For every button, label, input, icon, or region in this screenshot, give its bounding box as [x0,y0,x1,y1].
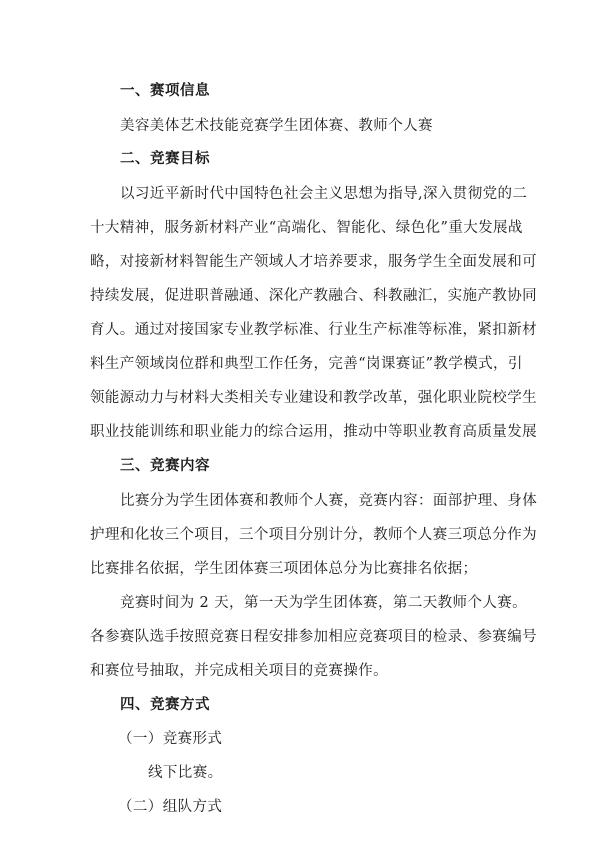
paragraph-line: 职业技能训练和职业能力的综合运用，推动中等职业教育高质量发展 [90,424,537,440]
section-heading-1: 一、赛项信息 [120,83,210,99]
section-heading-2: 二、竞赛目标 [120,151,210,167]
paragraph-line: 和赛位号抽取，并完成相关项目的竞赛操作。 [90,663,388,679]
paragraph-line: 以习近平新时代中国特色社会主义思想为指导,深入贯彻党的二 [120,186,528,202]
event-info-text: 美容美体艺术技能竞赛学生团体赛、教师个人赛 [120,118,433,134]
paragraph-line: 各参赛队选手按照竞赛日程安排参加相应竞赛项目的检录、参赛编号 [90,629,537,645]
paragraph-line: 比赛分为学生团体赛和教师个人赛，竞赛内容：面部护理、身体 [120,493,538,509]
paragraph-line: 比赛排名依据，学生团体赛三项团体总分为比赛排名依据； [90,561,478,577]
paragraph-line: 育人。通过对接国家专业教学标准、行业生产标准等标准，紧扣新材 [90,322,537,338]
paragraph-line: 略，对接新材料智能生产领域人才培养要求，服务学生全面发展和可 [90,254,537,270]
paragraph-line: 十大精神，服务新材料产业“高端化、智能化、绿色化”重大发展战 [90,220,523,236]
subsection-heading-2: （二）组队方式 [118,799,223,815]
paragraph-line: 护理和化妆三个项目，三个项目分别计分，教师个人赛三项总分作为 [90,527,537,543]
subsection-text: 线下比赛。 [148,765,223,781]
paragraph-line: 领能源动力与材料大类相关专业建设和教学改革，强化职业院校学生 [90,390,537,406]
section-heading-4: 四、竞赛方式 [120,697,210,713]
subsection-heading-1: （一）竞赛形式 [118,731,223,747]
paragraph-line: 竞赛时间为 2 天，第一天为学生团体赛，第二天教师个人赛。 [120,595,528,611]
paragraph-line: 料生产领域岗位群和典型工作任务，完善“岗课赛证”教学模式，引 [90,356,523,372]
paragraph-line: 持续发展，促进职普融通、深化产教融合、科教融汇，实施产教协同 [90,288,537,304]
section-heading-3: 三、竞赛内容 [120,458,210,474]
